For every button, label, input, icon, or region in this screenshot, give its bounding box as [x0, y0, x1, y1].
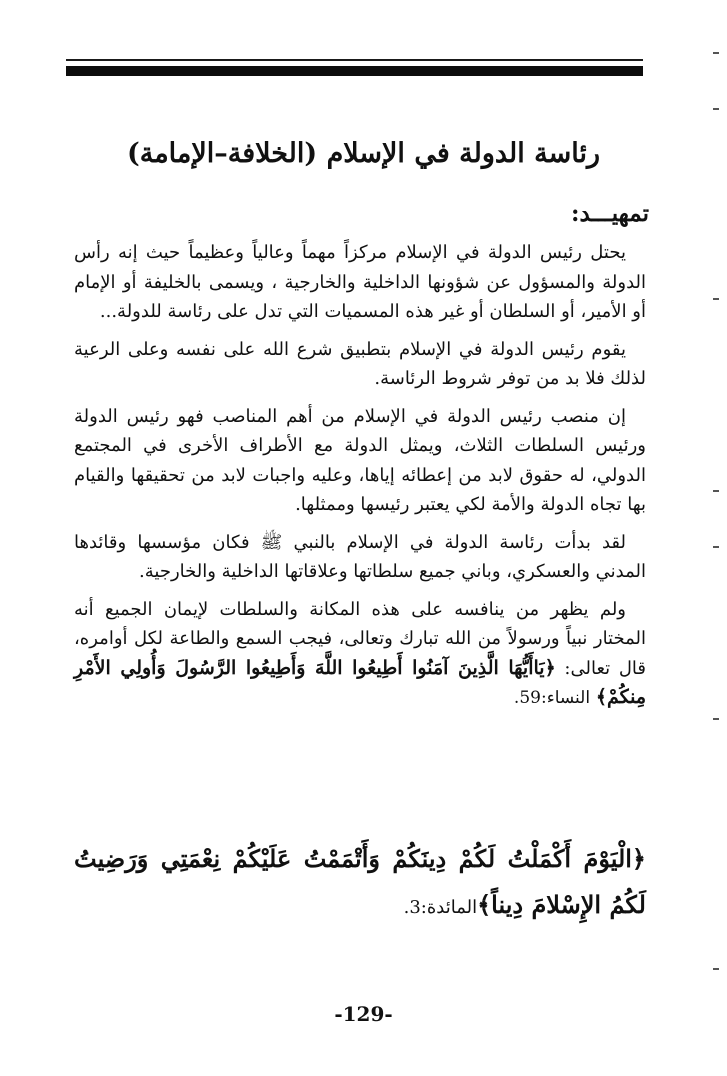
- page-title: رئاسة الدولة في الإسلام (الخلافة–الإمامة): [126, 138, 601, 169]
- quran-quote: [74, 836, 646, 931]
- quran-verse: ﴿الْيَوْمَ أَكْمَلْتُ لَكُمْ دِينَكُمْ وَأَتْمَمْتُ عَلَيْكُمْ نِعْمَتِي وَرَضِيتُ لَكُمُ الإِسْلامَ دِيناً﴾: [74, 844, 646, 919]
- header-rule-thin: [66, 59, 643, 61]
- scan-edge-mark: [713, 108, 719, 110]
- body-text: [74, 238, 646, 722]
- scan-edge-mark: [713, 546, 719, 548]
- paragraph: إن منصب رئيس الدولة في الإسلام من أهم المناصب فهو رئيس الدولة ورئيس السلطات الثلاث، ويمثل الدولة مع الأطراف الأخرى في المجتمع الدولي، له حقوق لابد من إعطائه إياها، وعليه واجبات لابد من تحقيقها والقيام بها تجاه الدولة والأمة لكي يعتبر رئيسها وممثلها.: [74, 405, 646, 515]
- header-rule-thick: [66, 66, 643, 76]
- paragraph: لقد بدأت رئاسة الدولة في الإسلام بالنبي ﷺ فكان مؤسسها وقائدها المدني والعسكري، وباني جميع سلطاتها وعلاقاتها الداخلية والخارجية.: [74, 531, 646, 582]
- scan-edge-mark: [713, 718, 719, 720]
- paragraph-text: ولم يظهر من ينافسه على هذه المكانة والسلطات لإيمان الجميع أنه المختار نبياً ورسولاً من الله تبارك وتعالى، فيجب السمع والطاعة لكل أوامره، قال تعالى:: [74, 598, 646, 679]
- paragraph: يقوم رئيس الدولة في الإسلام بتطبيق شرع الله على نفسه وعلى الرعية لذلك فلا بد من توفر شروط الرئاسة.: [74, 338, 646, 389]
- section-heading: تمهيـــد:: [570, 200, 649, 227]
- scan-edge-mark: [713, 968, 719, 970]
- scan-edge-mark: [713, 298, 719, 300]
- scan-edge-mark: [713, 52, 719, 54]
- verse-reference: النساء:59.: [513, 688, 591, 708]
- scan-edge-mark: [713, 490, 719, 492]
- paragraph-with-verse: [74, 595, 646, 714]
- page-number: -129-: [334, 1002, 393, 1026]
- quran-verse-inline: ﴿يَاأَيُّهَا الَّذِينَ آمَنُوا أَطِيعُوا اللَّهَ وَأَطِيعُوا الرَّسُولَ وَأُولِي الأَمْرِ مِنكُمْ﴾: [74, 656, 646, 708]
- paragraph: يحتل رئيس الدولة في الإسلام مركزاً مهماً وعالياً وعظيماً حيث إنه رأس الدولة والمسؤول عن شؤونها الداخلية والخارجية ، ويسمى بالخليفة أو الإمام أو الأمير، أو السلطان أو غير هذه المسميات التي تدل على رئاسة للدولة...: [74, 242, 646, 322]
- verse-reference: المائدة:3.: [403, 897, 478, 918]
